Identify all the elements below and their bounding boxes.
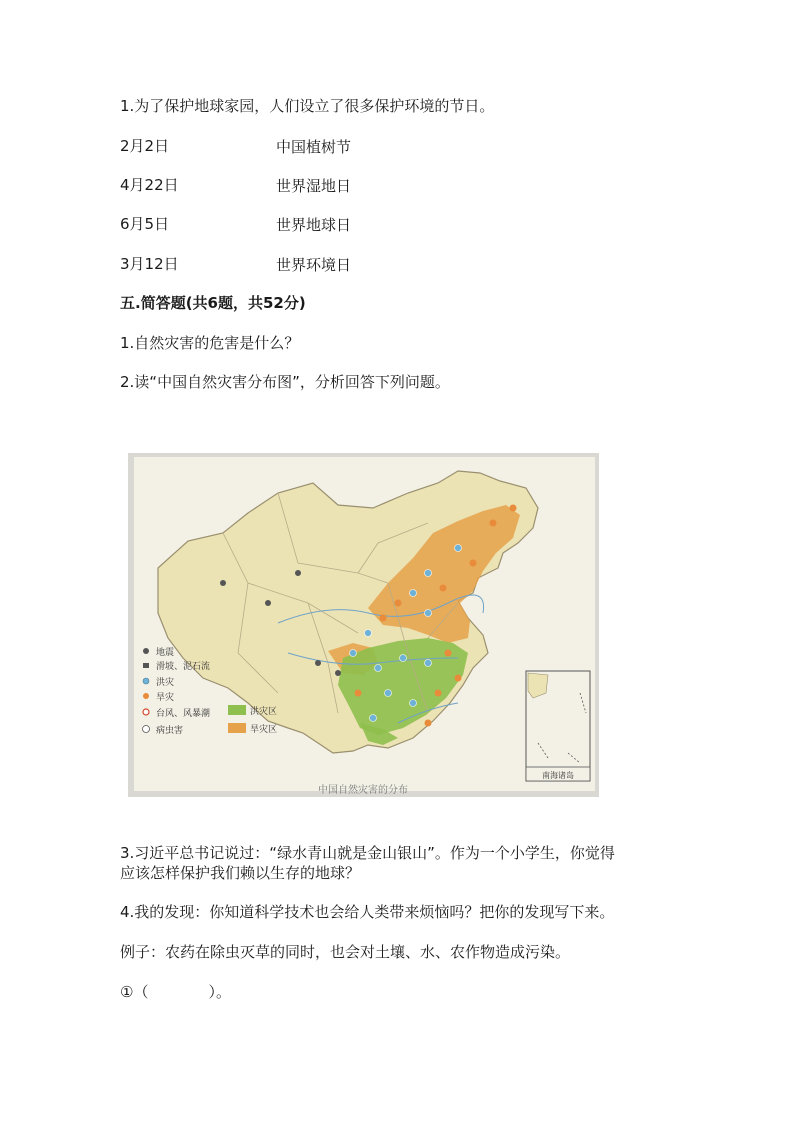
legend-drought-swatch (143, 693, 149, 699)
holiday-name-4: 世界环境日 (276, 256, 352, 274)
legend-flood: 洪灾 (156, 678, 175, 688)
holiday-name-1: 中国植树节 (276, 138, 352, 156)
holiday-date-1: 2月2日 (120, 137, 170, 155)
legend-drought-zone-swatch (228, 723, 246, 733)
map-caption: 中国自然灾害的分布 (318, 785, 408, 796)
legend-earthquake-swatch (143, 648, 149, 654)
holiday-date-4: 3月12日 (120, 255, 179, 273)
legend-drought-zone: 旱灾区 (250, 725, 278, 735)
question-3-line-2: 应该怎样保护我们赖以生存的地球？ (120, 864, 361, 882)
legend-typhoon: 台风、风暴潮 (156, 709, 211, 719)
question-4: 4.我的发现：你知道科学技术也会给人类带来烦恼吗？把你的发现写下来。 (120, 903, 615, 921)
question-1: 1.自然灾害的危害是什么？ (120, 334, 300, 352)
legend-drought: 旱灾 (156, 693, 175, 703)
china-disaster-map (128, 453, 599, 797)
answer-blank-1[interactable]: ①（ ）。 (120, 983, 231, 1001)
legend-flood-swatch (143, 678, 149, 684)
holiday-date-3: 6月5日 (120, 215, 170, 233)
legend-landslide: 滑坡、泥石流 (156, 662, 211, 672)
question-intro: 1.为了保护地球家园，人们设立了很多保护环境的节日。 (120, 97, 495, 115)
legend-earthquake: 地震 (156, 648, 175, 658)
section-title: 五.简答题(共6题，共52分) (120, 294, 306, 312)
holiday-date-2: 4月22日 (120, 176, 179, 194)
disaster-map-figure (128, 453, 599, 797)
legend-pest: 病虫害 (156, 726, 184, 736)
legend-typhoon-swatch (143, 709, 149, 715)
legend-flood-zone: 洪灾区 (250, 707, 278, 717)
holiday-name-3: 世界地球日 (276, 216, 352, 234)
holiday-name-2: 世界湿地日 (276, 177, 352, 195)
legend-flood-zone-swatch (228, 705, 246, 715)
example-text: 例子：农药在除虫灭草的同时，也会对土壤、水、农作物造成污染。 (120, 943, 571, 961)
inset-label: 南海诸岛 (542, 771, 574, 780)
question-3-line-1: 3.习近平总书记说过：“绿水青山就是金山银山”。作为一个小学生，你觉得 (120, 844, 615, 862)
question-2: 2.读“中国自然灾害分布图”，分析回答下列问题。 (120, 373, 450, 391)
legend-pest-swatch (143, 726, 150, 733)
legend-landslide-swatch (143, 663, 149, 668)
south-sea-inset (526, 671, 590, 781)
